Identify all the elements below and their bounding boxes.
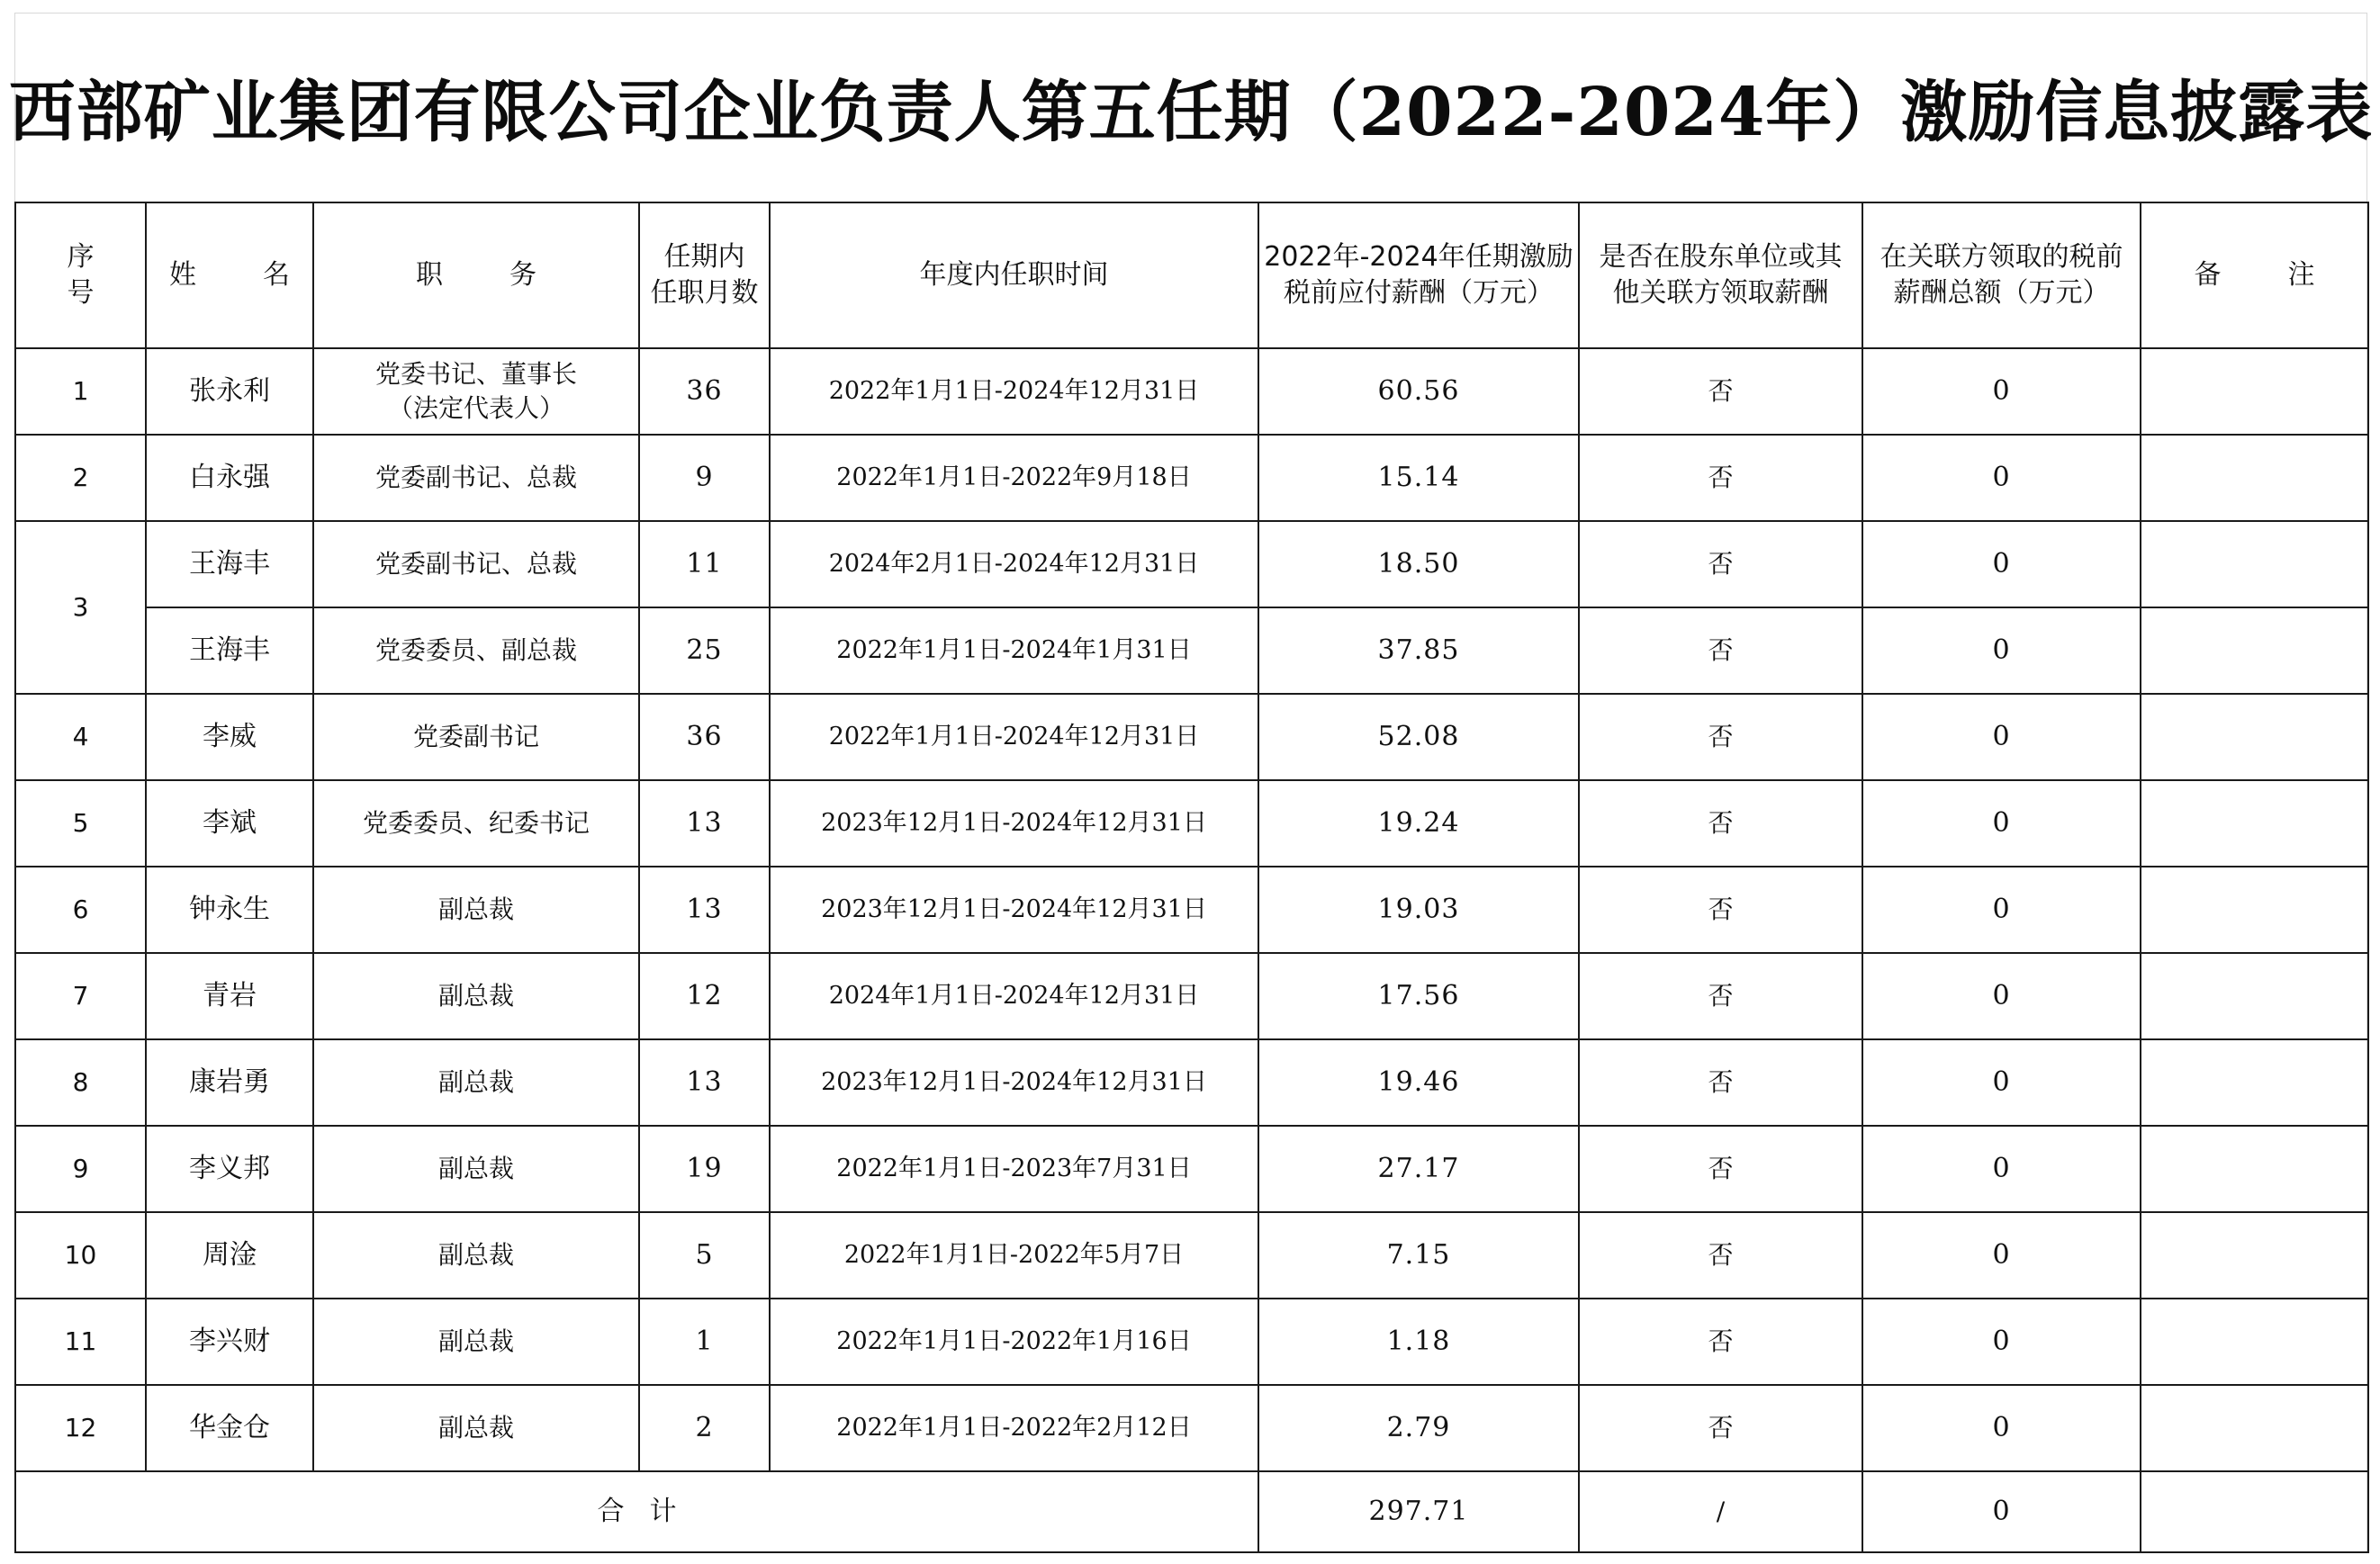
cell-period: 2023年12月1日-2024年12月31日	[770, 1039, 1258, 1126]
cell-position-line1: 党委书记、董事长	[374, 359, 577, 389]
cell-position: 党委委员、纪委书记	[313, 780, 639, 867]
cell-related: 否	[1579, 780, 1862, 867]
cell-pay: 27.17	[1258, 1126, 1579, 1212]
cell-related-amount: 0	[1862, 1039, 2141, 1126]
cell-months: 36	[639, 694, 770, 780]
cell-remark	[2141, 521, 2368, 607]
cell-related: 否	[1579, 1299, 1862, 1385]
header-position: 职 务	[313, 202, 639, 348]
total-related: /	[1579, 1471, 1862, 1552]
cell-period: 2022年1月1日-2022年1月16日	[770, 1299, 1258, 1385]
cell-index: 12	[15, 1385, 146, 1471]
header-related-line1: 是否在股东单位或其	[1599, 241, 1843, 273]
cell-name: 白永强	[146, 435, 313, 521]
cell-index: 9	[15, 1126, 146, 1212]
cell-index: 7	[15, 953, 146, 1039]
total-related-amount: 0	[1862, 1471, 2141, 1552]
cell-name: 张永利	[146, 348, 313, 435]
cell-related: 否	[1579, 694, 1862, 780]
cell-index: 10	[15, 1212, 146, 1299]
cell-position: 副总裁	[313, 1299, 639, 1385]
cell-related-amount: 0	[1862, 694, 2141, 780]
cell-related-amount: 0	[1862, 953, 2141, 1039]
page-title: 西部矿业集团有限公司企业负责人第五任期（2022-2024年）激励信息披露表	[8, 74, 2374, 151]
cell-related-amount: 0	[1862, 435, 2141, 521]
cell-name: 青岩	[146, 953, 313, 1039]
table-row	[15, 521, 2368, 607]
cell-related-amount: 0	[1862, 1299, 2141, 1385]
cell-position: 副总裁	[313, 867, 639, 953]
cell-related-amount: 0	[1862, 1126, 2141, 1212]
table-row	[15, 435, 2368, 521]
header-related-amount-line1: 在关联方领取的税前	[1880, 241, 2123, 273]
cell-pay: 2.79	[1258, 1385, 1579, 1471]
table-row	[15, 694, 2368, 780]
cell-related: 否	[1579, 435, 1862, 521]
cell-period: 2022年1月1日-2024年1月31日	[770, 607, 1258, 694]
header-pay-line1: 2022年-2024年任期激励	[1264, 241, 1573, 273]
cell-pay: 7.15	[1258, 1212, 1579, 1299]
total-remark	[2141, 1471, 2368, 1552]
cell-pay: 17.56	[1258, 953, 1579, 1039]
cell-name: 李威	[146, 694, 313, 780]
cell-months: 12	[639, 953, 770, 1039]
cell-name: 王海丰	[146, 607, 313, 694]
table-row	[15, 607, 2368, 694]
cell-months: 36	[639, 348, 770, 435]
cell-period: 2023年12月1日-2024年12月31日	[770, 867, 1258, 953]
cell-months: 13	[639, 780, 770, 867]
header-related-amount	[1862, 202, 2141, 348]
cell-pay: 15.14	[1258, 435, 1579, 521]
cell-position: 副总裁	[313, 953, 639, 1039]
cell-period: 2022年1月1日-2022年2月12日	[770, 1385, 1258, 1471]
cell-period: 2023年12月1日-2024年12月31日	[770, 780, 1258, 867]
cell-related-amount: 0	[1862, 867, 2141, 953]
cell-position	[313, 348, 639, 435]
header-months-line1: 任期内	[663, 241, 745, 273]
cell-pay: 18.50	[1258, 521, 1579, 607]
cell-pay: 52.08	[1258, 694, 1579, 780]
cell-index: 2	[15, 435, 146, 521]
cell-index: 11	[15, 1299, 146, 1385]
cell-position: 副总裁	[313, 1126, 639, 1212]
cell-pay: 19.46	[1258, 1039, 1579, 1126]
cell-pay: 1.18	[1258, 1299, 1579, 1385]
cell-related-amount: 0	[1862, 348, 2141, 435]
cell-pay: 19.24	[1258, 780, 1579, 867]
header-related-line2: 他关联方领取薪酬	[1612, 277, 1829, 309]
cell-remark	[2141, 1126, 2368, 1212]
cell-period: 2022年1月1日-2022年9月18日	[770, 435, 1258, 521]
cell-period: 2022年1月1日-2024年12月31日	[770, 694, 1258, 780]
cell-position: 党委副书记、总裁	[313, 435, 639, 521]
cell-months: 1	[639, 1299, 770, 1385]
cell-remark	[2141, 953, 2368, 1039]
cell-related: 否	[1579, 1126, 1862, 1212]
header-row	[15, 202, 2368, 348]
cell-months: 5	[639, 1212, 770, 1299]
cell-related: 否	[1579, 1039, 1862, 1126]
table-row	[15, 1385, 2368, 1471]
cell-months: 11	[639, 521, 770, 607]
header-related-amount-line2: 薪酬总额（万元）	[1893, 277, 2110, 309]
cell-position: 副总裁	[313, 1039, 639, 1126]
header-period: 年度内任职时间	[770, 202, 1258, 348]
cell-remark	[2141, 780, 2368, 867]
cell-related: 否	[1579, 953, 1862, 1039]
cell-months: 2	[639, 1385, 770, 1471]
cell-related-amount: 0	[1862, 1385, 2141, 1471]
table-row	[15, 867, 2368, 953]
cell-remark	[2141, 1039, 2368, 1126]
cell-related: 否	[1579, 1212, 1862, 1299]
cell-index: 6	[15, 867, 146, 953]
cell-position: 副总裁	[313, 1385, 639, 1471]
total-pay: 297.71	[1258, 1471, 1579, 1552]
cell-name: 李兴财	[146, 1299, 313, 1385]
header-name: 姓 名	[146, 202, 313, 348]
cell-related-amount: 0	[1862, 607, 2141, 694]
cell-period: 2024年2月1日-2024年12月31日	[770, 521, 1258, 607]
cell-months: 25	[639, 607, 770, 694]
cell-period: 2022年1月1日-2022年5月7日	[770, 1212, 1258, 1299]
cell-related: 否	[1579, 348, 1862, 435]
header-months-line2: 任职月数	[650, 277, 759, 309]
header-related	[1579, 202, 1862, 348]
cell-index: 3	[15, 521, 146, 694]
cell-related: 否	[1579, 1385, 1862, 1471]
cell-name: 李义邦	[146, 1126, 313, 1212]
cell-position-line2: （法定代表人）	[387, 393, 564, 423]
cell-months: 19	[639, 1126, 770, 1212]
total-row	[15, 1471, 2368, 1552]
cell-index: 8	[15, 1039, 146, 1126]
table-row	[15, 1039, 2368, 1126]
cell-index: 4	[15, 694, 146, 780]
cell-name: 康岩勇	[146, 1039, 313, 1126]
cell-remark	[2141, 1212, 2368, 1299]
cell-index: 5	[15, 780, 146, 867]
cell-name: 李斌	[146, 780, 313, 867]
cell-remark	[2141, 607, 2368, 694]
cell-months: 13	[639, 867, 770, 953]
cell-name: 钟永生	[146, 867, 313, 953]
cell-pay: 60.56	[1258, 348, 1579, 435]
table-row	[15, 1212, 2368, 1299]
cell-related: 否	[1579, 521, 1862, 607]
cell-pay: 37.85	[1258, 607, 1579, 694]
table-row	[15, 1126, 2368, 1212]
cell-pay: 19.03	[1258, 867, 1579, 953]
cell-position: 党委副书记、总裁	[313, 521, 639, 607]
cell-months: 13	[639, 1039, 770, 1126]
cell-remark	[2141, 867, 2368, 953]
table-row	[15, 1299, 2368, 1385]
table-row	[15, 953, 2368, 1039]
header-pay	[1258, 202, 1579, 348]
table-row	[15, 780, 2368, 867]
cell-remark	[2141, 694, 2368, 780]
cell-related: 否	[1579, 867, 1862, 953]
cell-position: 副总裁	[313, 1212, 639, 1299]
header-index: 序 号	[15, 202, 146, 348]
cell-name: 王海丰	[146, 521, 313, 607]
header-remark: 备 注	[2141, 202, 2368, 348]
cell-period: 2024年1月1日-2024年12月31日	[770, 953, 1258, 1039]
cell-months: 9	[639, 435, 770, 521]
cell-related-amount: 0	[1862, 521, 2141, 607]
cell-related-amount: 0	[1862, 1212, 2141, 1299]
header-pay-line2: 税前应付薪酬（万元）	[1284, 277, 1554, 309]
total-label: 合计	[15, 1471, 1258, 1552]
cell-remark	[2141, 435, 2368, 521]
cell-position: 党委委员、副总裁	[313, 607, 639, 694]
cell-position: 党委副书记	[313, 694, 639, 780]
table-row	[15, 348, 2368, 435]
cell-period: 2022年1月1日-2024年12月31日	[770, 348, 1258, 435]
header-months	[639, 202, 770, 348]
cell-related-amount: 0	[1862, 780, 2141, 867]
cell-remark	[2141, 1385, 2368, 1471]
incentive-disclosure-table	[14, 202, 2369, 1553]
cell-period: 2022年1月1日-2023年7月31日	[770, 1126, 1258, 1212]
cell-remark	[2141, 1299, 2368, 1385]
cell-related: 否	[1579, 607, 1862, 694]
cell-name: 华金仓	[146, 1385, 313, 1471]
cell-remark	[2141, 348, 2368, 435]
cell-index: 1	[15, 348, 146, 435]
cell-name: 周淦	[146, 1212, 313, 1299]
